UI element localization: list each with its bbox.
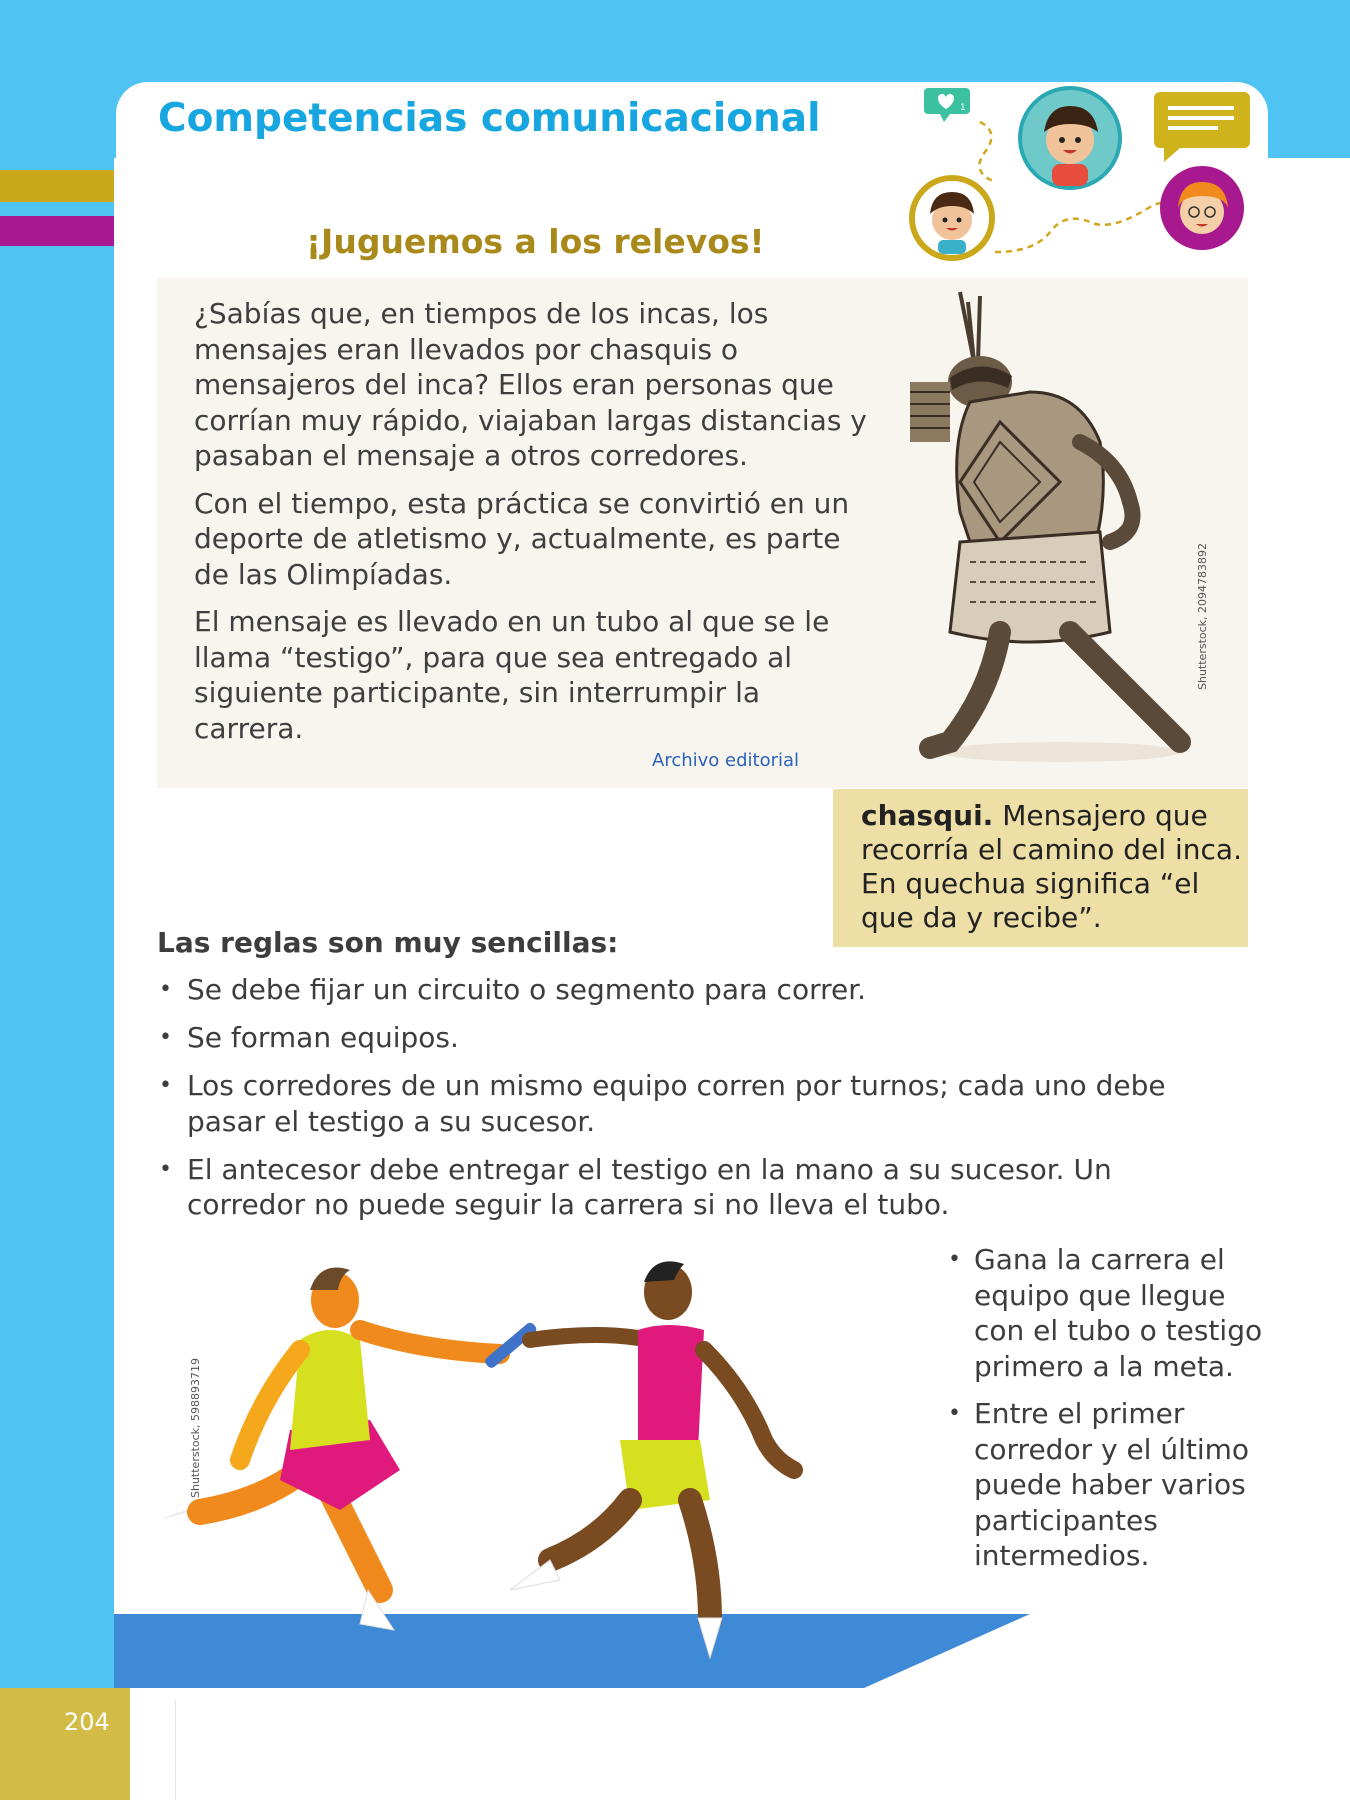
archive-credit: Archivo editorial bbox=[652, 750, 800, 771]
glossary-definition: Mensajero que recorría el camino del inca. En quechua significa “el que da y recibe”. bbox=[861, 799, 1242, 934]
relay-runners-illustration bbox=[150, 1230, 940, 1670]
image-credit-chasqui: Shutterstock, 2094783892 bbox=[1196, 542, 1209, 690]
section-title: Competencias comunicacional bbox=[158, 96, 821, 141]
runner-right bbox=[510, 1261, 794, 1658]
rules-list bbox=[157, 972, 1197, 1235]
reading-text bbox=[194, 296, 874, 758]
side-rules-list bbox=[946, 1242, 1266, 1586]
runner-left bbox=[160, 1268, 500, 1631]
chasqui-illustration bbox=[890, 282, 1220, 772]
rules-heading: Las reglas son muy sencillas: bbox=[157, 926, 619, 959]
like-count: 1 bbox=[960, 103, 966, 113]
girl-avatar bbox=[1160, 166, 1244, 250]
rule-item: • El antecesor debe entregar el testigo en la mano a su sucesor. Un corredor no puede seguir la carrera si no lleva el tubo. bbox=[157, 1152, 1197, 1223]
glossary-term: chasqui. bbox=[861, 799, 994, 832]
rule-item: • Se forman equipos. bbox=[157, 1020, 1197, 1056]
kids-chat-illustration bbox=[880, 82, 1260, 262]
left-sky-band bbox=[0, 158, 114, 1688]
glossary-text bbox=[861, 799, 1251, 935]
boy-avatar-1 bbox=[1020, 88, 1120, 188]
gold-stripe bbox=[0, 170, 114, 202]
reading-paragraph: Con el tiempo, esta práctica se convirtió en un deporte de atletismo y, actualmente, es parte de las Olimpíadas. bbox=[194, 486, 850, 591]
lesson-title: ¡Juguemos a los relevos! bbox=[306, 222, 765, 261]
chat-bubble-icon bbox=[1154, 92, 1250, 162]
rule-item: • Los corredores de un mismo equipo corren por turnos; cada uno debe pasar el testigo a su sucesor. bbox=[157, 1068, 1197, 1139]
rule-item: • Se debe fijar un circuito o segmento para correr. bbox=[157, 972, 1197, 1008]
footer-divider bbox=[175, 1700, 176, 1800]
reading-paragraph: ¿Sabías que, en tiempos de los incas, los mensajes eran llevados por chasquis o mensajeros del inca? Ellos eran personas que corrían muy rápido, viajaban largas distancias y pasaban el mensaje a otros corredores. bbox=[194, 297, 867, 472]
reading-paragraph: El mensaje es llevado en un tubo al que se le llama “testigo”, para que sea entregado al siguiente participante, sin interrumpir la carrera. bbox=[194, 605, 830, 745]
magenta-stripe bbox=[0, 216, 114, 246]
page-number: 204 bbox=[64, 1708, 110, 1736]
page-number-box bbox=[0, 1688, 130, 1800]
image-credit-runners: Shutterstock, 598893719 bbox=[189, 1357, 202, 1498]
side-rule-item: • Entre el primer corredor y el último puede haber varios participantes intermedios. bbox=[946, 1396, 1266, 1574]
side-rule-item: • Gana la carrera el equipo que llegue con el tubo o testigo primero a la meta. bbox=[946, 1242, 1266, 1384]
boy-avatar-2 bbox=[912, 178, 992, 258]
heart-icon bbox=[924, 88, 970, 122]
